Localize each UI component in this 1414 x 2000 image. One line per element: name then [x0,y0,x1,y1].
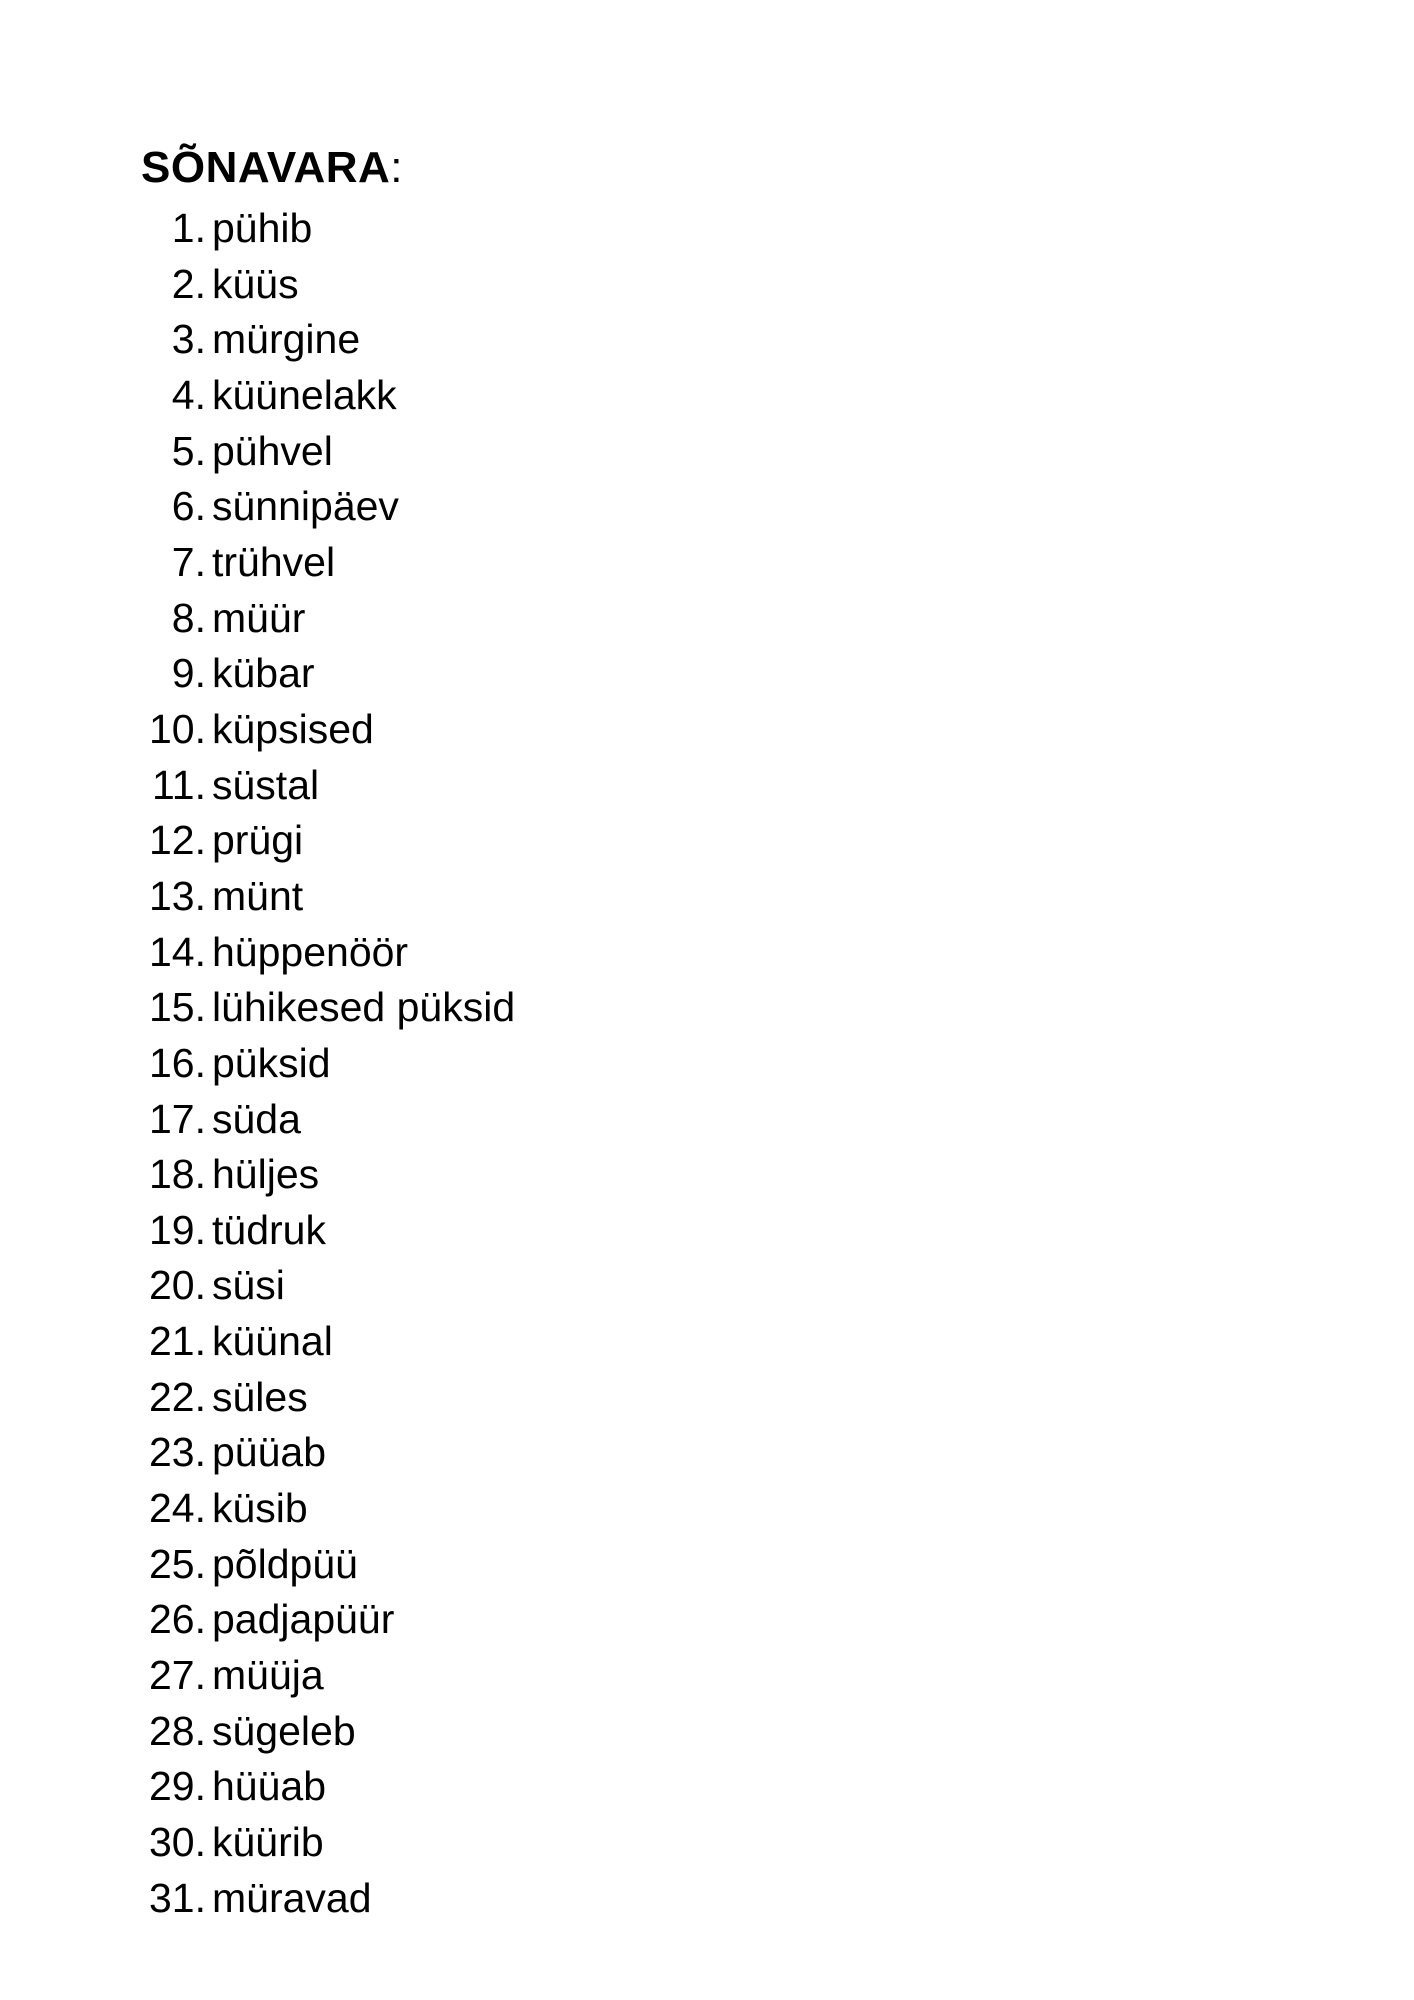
list-item-word: küüs [212,260,299,307]
title-colon: : [390,143,403,192]
list-item [140,1592,515,1648]
list-item-number: 28. [149,1707,206,1754]
list-item [140,1481,515,1537]
list-item [140,1258,515,1314]
list-item-word: müravad [212,1874,372,1921]
list-item-word: püksid [212,1039,331,1086]
list-item-number: 23. [149,1429,206,1476]
list-item [140,535,515,591]
list-item-word: süda [212,1095,301,1142]
list-item-number: 30. [149,1819,206,1866]
list-item [140,1314,515,1370]
list-item [140,869,515,925]
list-item-word: sügeleb [212,1707,356,1754]
list-item-number: 26. [149,1596,206,1643]
list-item-word: münt [212,872,304,919]
list-item-number: 5. [171,427,206,474]
list-item-word: püüab [212,1429,327,1476]
list-item [140,1092,515,1148]
list-item [140,1203,515,1259]
list-item [140,479,515,535]
list-item-word: süsi [212,1262,285,1309]
list-item-word: pühib [212,205,313,251]
list-item [140,1370,515,1426]
list-item-word: küpsised [212,705,374,752]
list-item-word: mürgine [212,316,361,363]
list-item-word: süstal [212,761,320,808]
list-item [140,1147,515,1203]
list-item-word: hüljes [212,1151,320,1198]
list-item-word: hüüab [212,1763,327,1810]
page-title [141,140,403,196]
list-item-number: 19. [149,1206,206,1253]
list-item-number: 2. [171,260,206,307]
list-item [140,424,515,480]
vocabulary-list [140,201,515,1926]
list-item [140,925,515,981]
list-item-word: küsib [212,1485,308,1532]
list-item [140,312,515,368]
list-item-number: 1. [171,205,206,251]
list-item-number: 11. [152,761,206,808]
list-item-number: 24. [149,1485,206,1532]
list-item-number: 13. [149,872,206,919]
list-item [140,1036,515,1092]
list-item-number: 7. [171,538,206,585]
list-item-number: 9. [171,650,206,697]
list-item-word: küünal [212,1318,333,1365]
list-item-number: 17. [149,1095,206,1142]
list-item-number: 20. [149,1262,206,1309]
title-text: SÕNAVARA [141,143,391,192]
list-item [140,813,515,869]
list-item-word: sünnipäev [212,483,399,530]
list-item [140,1537,515,1593]
list-item [140,201,515,257]
list-item-number: 8. [171,594,206,641]
list-item-number: 16. [149,1039,206,1086]
list-item-word: trühvel [212,538,336,585]
list-item [140,368,515,424]
list-item [140,702,515,758]
list-item [140,1815,515,1871]
list-item [140,1425,515,1481]
list-item-number: 25. [149,1540,206,1587]
list-item-number: 12. [149,817,206,864]
list-item-word: kübar [212,650,315,697]
list-item [140,646,515,702]
list-item-word: pühvel [212,427,333,474]
list-item [140,257,515,313]
list-item-word: süles [212,1373,308,1420]
list-item [140,1759,515,1815]
list-item-word: põldpüü [212,1540,358,1587]
list-item-word: prügi [212,817,304,864]
list-item [140,1704,515,1760]
list-item [140,758,515,814]
list-item-number: 14. [149,928,206,975]
list-item-number: 27. [149,1652,206,1699]
list-item [140,1871,515,1927]
list-item-word: küürib [212,1819,324,1866]
list-item [140,591,515,647]
list-item-number: 21. [149,1318,206,1365]
list-item-word: müüja [212,1652,324,1699]
list-item-number: 10. [149,705,206,752]
list-item-number: 18. [149,1151,206,1198]
list-item-word: hüppenöör [212,928,409,975]
list-item-number: 6. [171,483,206,530]
list-item-number: 4. [171,371,206,418]
list-item-word: lühikesed püksid [212,984,516,1031]
list-item-word: padjapüür [212,1596,395,1643]
list-item-number: 3. [171,316,206,363]
list-item-number: 31. [149,1874,206,1921]
list-item-number: 22. [149,1373,206,1420]
list-item-number: 29. [149,1763,206,1810]
list-item-number: 15. [149,984,206,1031]
list-item [140,980,515,1036]
list-item [140,1648,515,1704]
list-item-word: müür [212,594,306,641]
list-item-word: tüdruk [212,1206,326,1253]
list-item-word: küünelakk [212,371,397,418]
